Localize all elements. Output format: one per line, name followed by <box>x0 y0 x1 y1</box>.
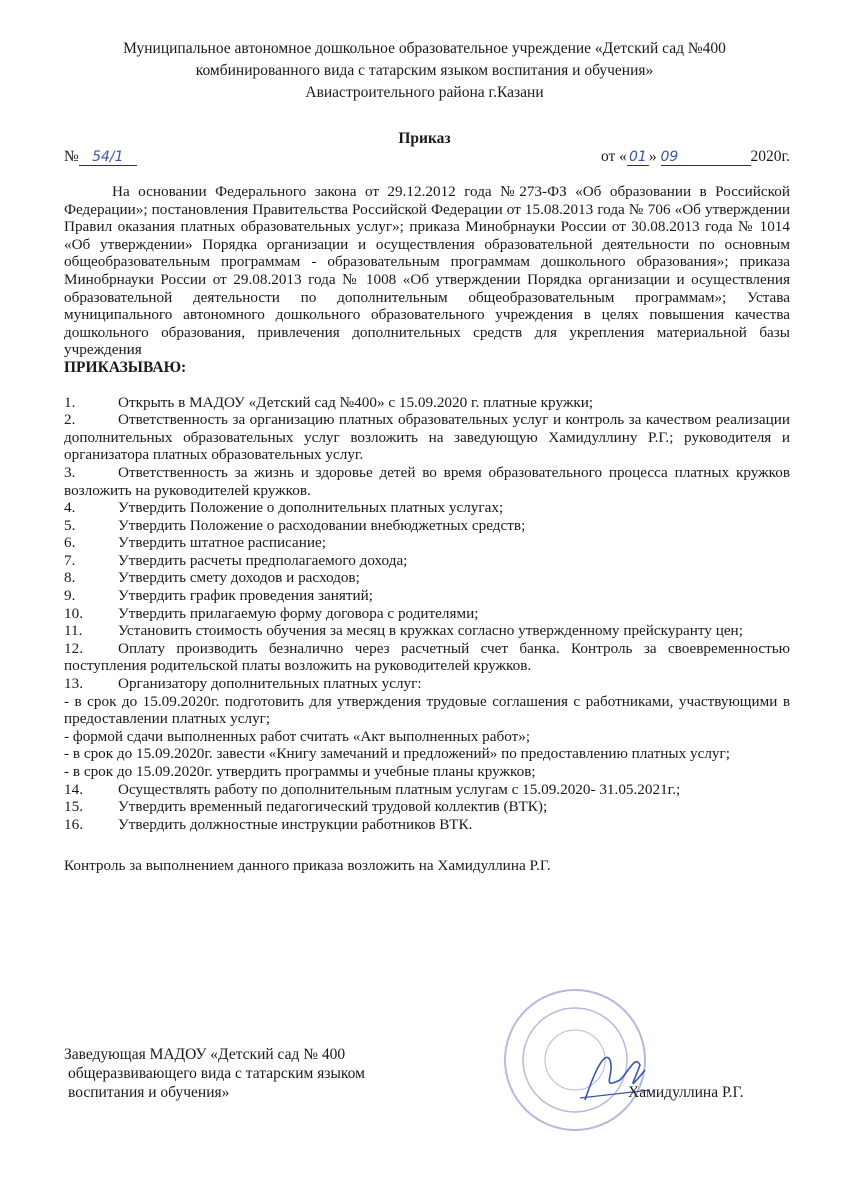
order-item <box>64 534 790 552</box>
order-number-date <box>64 148 790 170</box>
order-item <box>64 552 790 570</box>
item-text: Утвердить штатное расписание; <box>118 534 326 552</box>
item-number: 8. <box>64 569 76 587</box>
number-sign: № <box>64 148 79 165</box>
item-text: Открыть в МАДОУ «Детский сад №400» с 15.09.2020 г. платные кружки; <box>118 393 594 411</box>
document-body <box>64 183 790 875</box>
signer-title: общеразвивающего вида с татарским языком <box>68 1065 365 1082</box>
order-items <box>64 394 790 693</box>
item-number: 13. <box>64 675 83 693</box>
order-item <box>64 816 790 834</box>
date-prefix: от « <box>600 148 627 165</box>
item-text: Утвердить прилагаемую форму договора с родителями; <box>118 604 479 622</box>
order-word: ПРИКАЗЫВАЮ: <box>64 358 187 376</box>
order-items-2 <box>64 781 790 834</box>
subitem: - в срок до 15.09.2020г. завести «Книгу замечаний и предложений» по предоставлению платных услуг; <box>64 745 730 763</box>
header-line: Авиастроительного района г.Казани <box>305 84 544 101</box>
signer-title: Заведующая МАДОУ «Детский сад № 400 <box>64 1046 346 1063</box>
item-text: Оплату производить безналично через расчетный счет банка. Контроль за своевременностью поступления родительской платы возложить на руководителей кружков. <box>64 639 790 675</box>
item-text: Утвердить расчеты предполагаемого дохода; <box>118 551 408 569</box>
subitem: - в срок до 15.09.2020г. подготовить для утверждения трудовые соглашения с работниками, участвующими в предоставлении платных услуг; <box>64 692 790 728</box>
order-subitems <box>64 693 790 781</box>
order-number <box>64 148 137 166</box>
subitem: - в срок до 15.09.2020г. утвердить программы и учебные планы кружков; <box>64 763 536 780</box>
item-number: 10. <box>64 604 83 622</box>
subitem: - формой сдачи выполненных работ считать «Акт выполненных работ»; <box>64 727 531 745</box>
order-number-value: 54/1 <box>79 149 137 166</box>
signer-title: воспитания и обучения» <box>68 1084 230 1101</box>
order-item <box>64 499 790 517</box>
institution-header <box>0 38 849 104</box>
item-text: Ответственность за жизнь и здоровье детей во время образовательного процесса платных кружков возложить на руководителей кружков. <box>64 463 790 499</box>
order-item <box>64 798 790 816</box>
order-item <box>64 675 790 693</box>
order-item <box>64 605 790 623</box>
order-item <box>64 781 790 799</box>
date-day: 01 <box>627 149 649 166</box>
item-text: Утвердить должностные инструкции работников ВТК. <box>118 815 473 833</box>
item-number: 11. <box>64 622 83 640</box>
item-text: Ответственность за организацию платных образовательных услуг и контроль за качеством реализации дополнительных образовательных услуг возложить на заведующую Хамидуллину Р.Г.; руководителя и организатора платных образовательных услуг. <box>64 411 790 464</box>
item-text: Установить стоимость обучения за месяц в кружках согласно утвержденному прейскуранту цен; <box>118 622 743 640</box>
item-number: 16. <box>64 815 83 833</box>
control-statement: Контроль за выполнением данного приказа возложить на Хамидуллина Р.Г. <box>64 857 551 875</box>
item-number: 12. <box>64 639 83 657</box>
item-text: Утвердить временный педагогический трудовой коллектив (ВТК); <box>118 798 548 816</box>
preamble: На основании Федерального закона от 29.12.2012 года №273-ФЗ «Об образовании в Российской Федерации»; постановления Правительства Российской Федерации от 15.08.2013 года № 706 «Об утверждении Правил оказания платных образовательных услуг»; приказа Минобрнауки России от 30.08.2013 года № 1014 «Об утверждении» Порядка организации и осуществления образовательной деятельности по основным общеобразовательным программам - образовательным программам дошкольного образования»; приказа Минобрнауки России от 29.08.2013 года № 1008 «Об утверждении Порядка организации и осуществления образовательной деятельности по дополнительным общеобразовательным программам»; Устава муниципального автономного дошкольного образовательного учреждения в целях повышения качества дошкольного образования, привлечения дополнительных средств для укрепления материальной базы учреждения <box>64 183 790 359</box>
item-number: 9. <box>64 587 76 605</box>
order-item <box>64 622 790 640</box>
order-item <box>64 464 790 499</box>
date-year: 2020г. <box>750 148 790 165</box>
order-item <box>64 411 790 464</box>
signature-block <box>64 1045 365 1102</box>
item-number: 6. <box>64 534 76 552</box>
item-text: Утвердить Положение о дополнительных платных услугах; <box>118 499 504 517</box>
order-item <box>64 394 790 412</box>
item-number: 5. <box>64 516 76 534</box>
order-item <box>64 587 790 605</box>
item-number: 4. <box>64 499 76 517</box>
order-date <box>601 148 790 166</box>
order-item <box>64 640 790 675</box>
order-item <box>64 517 790 535</box>
item-text: Утвердить смету доходов и расходов; <box>118 569 360 587</box>
document-title: Приказ <box>398 130 451 147</box>
signer-name: Хамидуллина Р.Г. <box>628 1084 744 1101</box>
header-line: комбинированного вида с татарским языком воспитания и обучения» <box>195 62 654 79</box>
item-text: Утвердить Положение о расходовании внебюджетных средств; <box>118 516 526 534</box>
item-number: 1. <box>64 393 76 411</box>
item-number: 3. <box>64 463 76 481</box>
date-month: 09 <box>661 149 751 166</box>
item-text: Осуществлять работу по дополнительным платным услугам с 15.09.2020- 31.05.2021г.; <box>118 780 681 798</box>
item-number: 2. <box>64 411 76 429</box>
header-line: Муниципальное автономное дошкольное образовательное учреждение «Детский сад №400 <box>123 40 726 57</box>
date-mid: » <box>648 148 657 165</box>
item-text: Утвердить график проведения занятий; <box>118 587 373 605</box>
order-item <box>64 569 790 587</box>
item-number: 7. <box>64 551 76 569</box>
item-text: Организатору дополнительных платных услуг: <box>118 675 422 693</box>
item-number: 14. <box>64 780 83 798</box>
item-number: 15. <box>64 798 83 816</box>
